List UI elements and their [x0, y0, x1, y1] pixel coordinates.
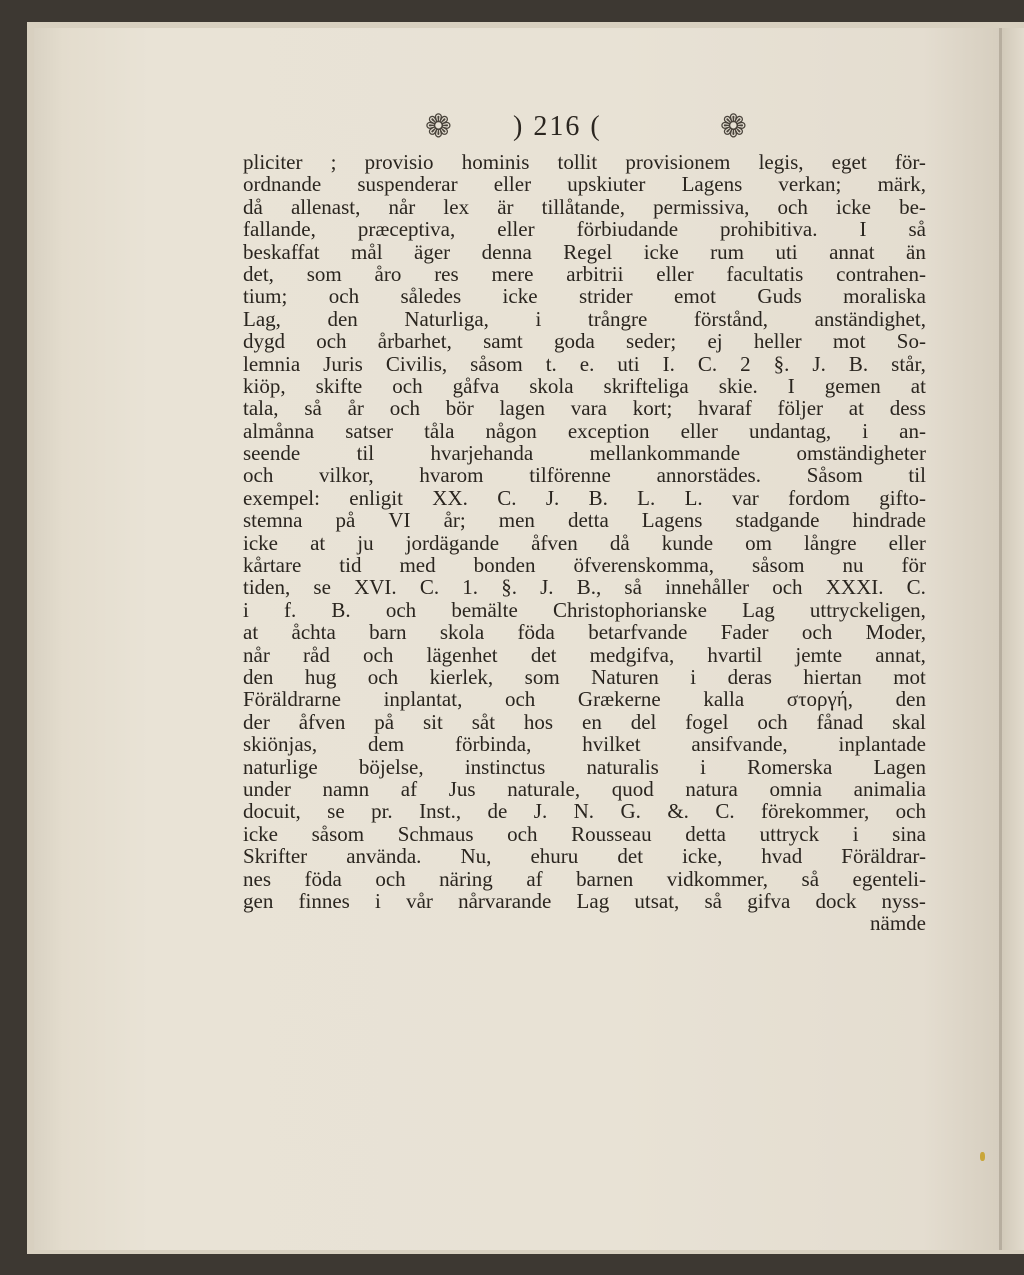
text-line: der åfven på sit såt hos en del fogel och fånad skal: [243, 709, 926, 734]
page-number: ) 216 (: [513, 111, 602, 142]
text-line: seende til hvarjehanda mellankommande omständigheter: [243, 441, 926, 466]
text-line: kiöp, skifte och gåfva skola skrifteliga skie. I gemen at: [243, 373, 926, 398]
text-line: når råd och lägenhet det medgifva, hvartil jemte annat,: [243, 642, 926, 667]
text-line: kårtare tid med bonden öfverenskomma, såsom nu för: [243, 553, 926, 578]
text-line: Skrifter använda. Nu, ehuru det icke, hvad Föräldrar-: [243, 844, 926, 869]
text-line: icke såsom Schmaus och Rousseau detta uttryck i sina: [243, 821, 926, 846]
flower-ornament-icon: ❁: [720, 108, 747, 144]
text-line: tium; och således icke strider emot Guds moraliska: [243, 284, 926, 309]
flower-ornament-icon: ❁: [425, 108, 452, 144]
text-line: almånna satser tåla någon exception eller undantag, i an-: [243, 418, 926, 443]
text-line: det, som åro res mere arbitrii eller facultatis contrahen-: [243, 261, 926, 286]
text-line: gen finnes i vår nårvarande Lag utsat, så gifva dock nyss-: [243, 888, 926, 913]
text-line: nämde: [870, 911, 926, 936]
text-line: den hug och kierlek, som Naturen i deras hiertan mot: [243, 664, 926, 689]
body-text: [243, 151, 926, 935]
text-line: Föräldrarne inplantat, och Grækerne kalla στοργή, den: [243, 687, 926, 712]
text-line: under namn af Jus naturale, quod natura omnia animalia: [243, 776, 926, 801]
text-line: lemnia Juris Civilis, såsom t. e. uti I. C. 2 §. J. B. står,: [243, 351, 926, 376]
text-line: tala, så år och bör lagen vara kort; hvaraf följer at dess: [243, 396, 926, 421]
text-line: beskaffat mål äger denna Regel icke rum uti annat än: [243, 239, 926, 264]
ink-smudge: [980, 1152, 985, 1161]
text-line: i f. B. och bemälte Christophorianske Lag uttryckeligen,: [243, 597, 926, 622]
text-line: naturlige böjelse, instinctus naturalis i Romerska Lagen: [243, 754, 926, 779]
page-header: [425, 110, 765, 150]
text-line: och vilkor, hvarom tilförenne annorstädes. Såsom til: [243, 463, 926, 488]
text-line: docuit, se pr. Inst., de J. N. G. &. C. förekommer, och: [243, 799, 926, 824]
text-line: stemna på VI år; men detta Lagens stadgande hindrade: [243, 508, 926, 533]
text-line: då allenast, når lex är tillåtande, permissiva, och icke be-: [243, 194, 926, 219]
text-line: dygd och årbarhet, samt goda seder; ej heller mot So-: [243, 329, 926, 354]
text-line: tiden, se XVI. C. 1. §. J. B., så innehåller och XXXI. C.: [243, 575, 926, 600]
text-line: nes föda och näring af barnen vidkommer, så egenteli-: [243, 866, 926, 891]
text-line: Lag, den Naturliga, i trångre förstånd, anständighet,: [243, 306, 926, 331]
text-line: fallande, præceptiva, eller förbiudande prohibitiva. I så: [243, 217, 926, 242]
text-line: at åchta barn skola föda betarfvande Fader och Moder,: [243, 620, 926, 645]
text-line: pliciter ; provisio hominis tollit provisionem legis, eget för-: [243, 150, 926, 174]
text-line: skiönjas, dem förbinda, hvilket ansifvande, inplantade: [243, 732, 926, 757]
next-page-edge: [1002, 28, 1024, 1250]
text-line: exempel: enligit XX. C. J. B. L. L. var fordom gifto-: [243, 485, 926, 510]
text-line: ordnande suspenderar eller upskiuter Lagens verkan; märk,: [243, 172, 926, 197]
text-line: icke at ju jordägande åfven då kunde om långre eller: [243, 530, 926, 555]
